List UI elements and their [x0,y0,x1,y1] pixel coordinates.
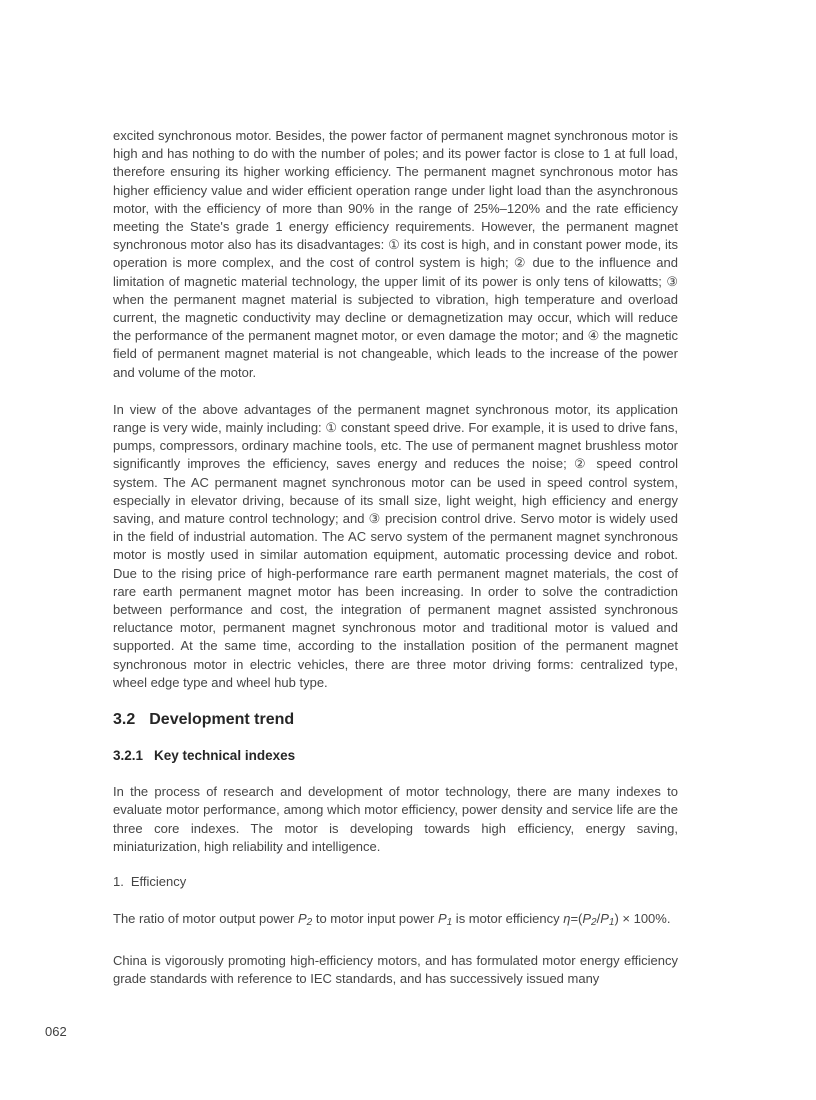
page-number: 062 [45,1024,67,1039]
subsection-number: 3.2.1 [113,748,144,764]
list-item-efficiency [113,873,678,891]
paragraph-psm-applications: In view of the above advantages of the permanent magnet synchronous motor, its application range is very wide, mainly including: ① constant speed drive. For example, it is used to drive fans, pumps, compressors, ordinary machine tools, etc. The use of permanent magnet brushless motor significantly improves the efficiency, saves energy and reduces the noise; ② speed control system. The AC permanent magnet synchronous motor can be used in speed control system, especially in elevator driving, because of its small size, light weight, high efficiency and energy saving, and mature control technology; and ③ precision control drive. Servo motor is widely used in the field of industrial automation. The AC servo system of the permanent magnet synchronous motor is mostly used in similar automation equipment, automatic processing device and robot. Due to the rising price of high-performance rare earth permanent magnet materials, the cost of rare earth permanent magnet motor has been increasing. In order to solve the contradiction between performance and cost, the integration of permanent magnet assisted synchronous reluctance motor, permanent magnet synchronous motor and traditional motor is valued and supported. At the same time, according to the installation position of the permanent magnet synchronous motor in electric vehicles, there are three motor driving forms: centralized type, wheel edge type and wheel hub type. [113,401,678,690]
page-content [113,127,678,989]
section-heading-development-trend [113,710,678,730]
paragraph-efficiency-formula: The ratio of motor output power P2 to motor input power P1 is motor efficiency η=(P2/P1) × 100%. [113,910,671,928]
subsection-title: Key technical indexes [154,748,296,764]
paragraph-core-indexes: In the process of research and development of motor technology, there are many indexes to evaluate motor performance, among which motor efficiency, power density and service life are the three core indexes. The motor is developing towards high efficiency, energy saving, miniaturization, high reliability and intelligence. [113,784,678,854]
list-item-title: Efficiency [130,873,187,889]
paragraph-china-standards: China is vigorously promoting high-efficiency motors, and has formulated motor energy efficiency grade standards with reference to IEC standards, and has successively issued many [113,953,678,987]
paragraph-psm-advantages: excited synchronous motor. Besides, the power factor of permanent magnet synchronous motor is high and has nothing to do with the number of poles; and its power factor is close to 1 at full load, therefore ensuring its higher working efficiency. The permanent magnet synchronous motor has higher efficiency value and wider efficient operation range under light load than the asynchronous motor, with the efficiency of more than 90% in the range of 25%–120% and the rate efficiency meeting the State's grade 1 energy efficiency requirements. However, the permanent magnet synchronous motor also has its disadvantages: ① its cost is high, and in constant power mode, its operation is more complex, and the cost of control system is high; ② due to the influence and limitation of magnetic material technology, the upper limit of its power is only tens of kilowatts; ③ when the permanent magnet material is subjected to vibration, high temperature and overload current, the magnetic conductivity may decline or demagnetization may occur, which will reduce the performance of the permanent magnet motor, or even damage the motor; and ④ the magnetic field of permanent magnet material is not changeable, which leads to the increase of the power and volume of the motor. [113,128,678,380]
subsection-heading-key-technical-indexes [113,747,678,765]
section-title: Development trend [149,711,295,729]
list-item-number: 1. [113,873,124,889]
section-number: 3.2 [113,711,136,729]
